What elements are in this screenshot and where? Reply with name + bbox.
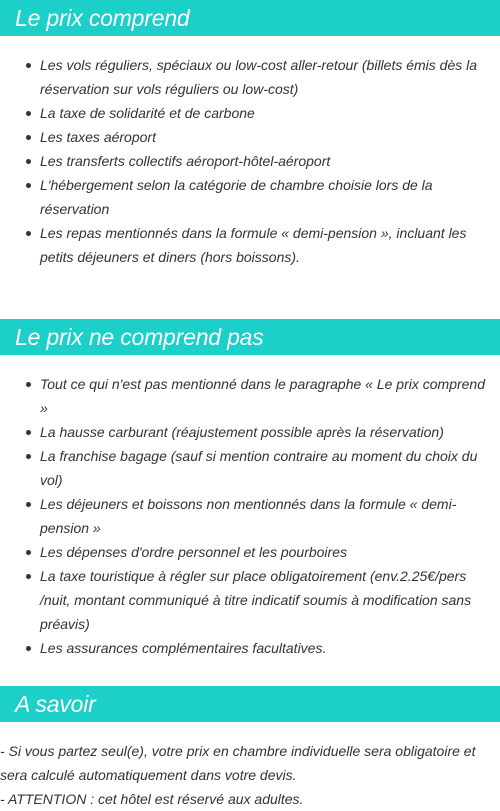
list-item: La taxe de solidarité et de carbone [40, 101, 500, 125]
list-item: Les assurances complémentaires facultatives. [40, 636, 500, 660]
list-item: Les taxes aéroport [40, 125, 500, 149]
section-title: Le prix ne comprend pas [15, 324, 264, 350]
excluded-list [0, 372, 500, 660]
section-header-a-savoir [0, 686, 500, 722]
info-line: - ATTENTION : cet hôtel est réservé aux adultes. [0, 791, 304, 807]
list-item: La franchise bagage (sauf si mention contraire au moment du choix du vol) [40, 444, 500, 492]
list-item: L'hébergement selon la catégorie de chambre choisie lors de la réservation [40, 173, 500, 221]
section-header-prix-ne-comprend-pas [0, 319, 500, 355]
list-item: Les déjeuners et boissons non mentionnés dans la formule « demi-pension » [40, 492, 500, 540]
list-item: Les vols réguliers, spéciaux ou low-cost aller-retour (billets émis dès la réservation sur vols réguliers ou low-cost) [40, 53, 500, 101]
info-block [0, 739, 500, 811]
section-title: A savoir [15, 691, 96, 717]
list-item: La taxe touristique à régler sur place obligatoirement (env.2.25€/pers /nuit, montant communiqué à titre indicatif soumis à modification sans préavis) [40, 564, 500, 636]
list-item: Les transferts collectifs aéroport-hôtel-aéroport [40, 149, 500, 173]
list-item: Les repas mentionnés dans la formule « demi-pension », incluant les petits déjeuners et diners (hors boissons). [40, 221, 500, 269]
info-line: - Si vous partez seul(e), votre prix en chambre individuelle sera obligatoire et sera calculé automatiquement dans votre devis. [0, 743, 476, 783]
list-item: Les dépenses d'ordre personnel et les pourboires [40, 540, 500, 564]
included-list [0, 53, 500, 269]
section-header-prix-comprend [0, 0, 500, 36]
list-item: Tout ce qui n'est pas mentionné dans le paragraphe « Le prix comprend » [40, 372, 500, 420]
list-item: La hausse carburant (réajustement possible après la réservation) [40, 420, 500, 444]
section-title: Le prix comprend [15, 5, 190, 31]
